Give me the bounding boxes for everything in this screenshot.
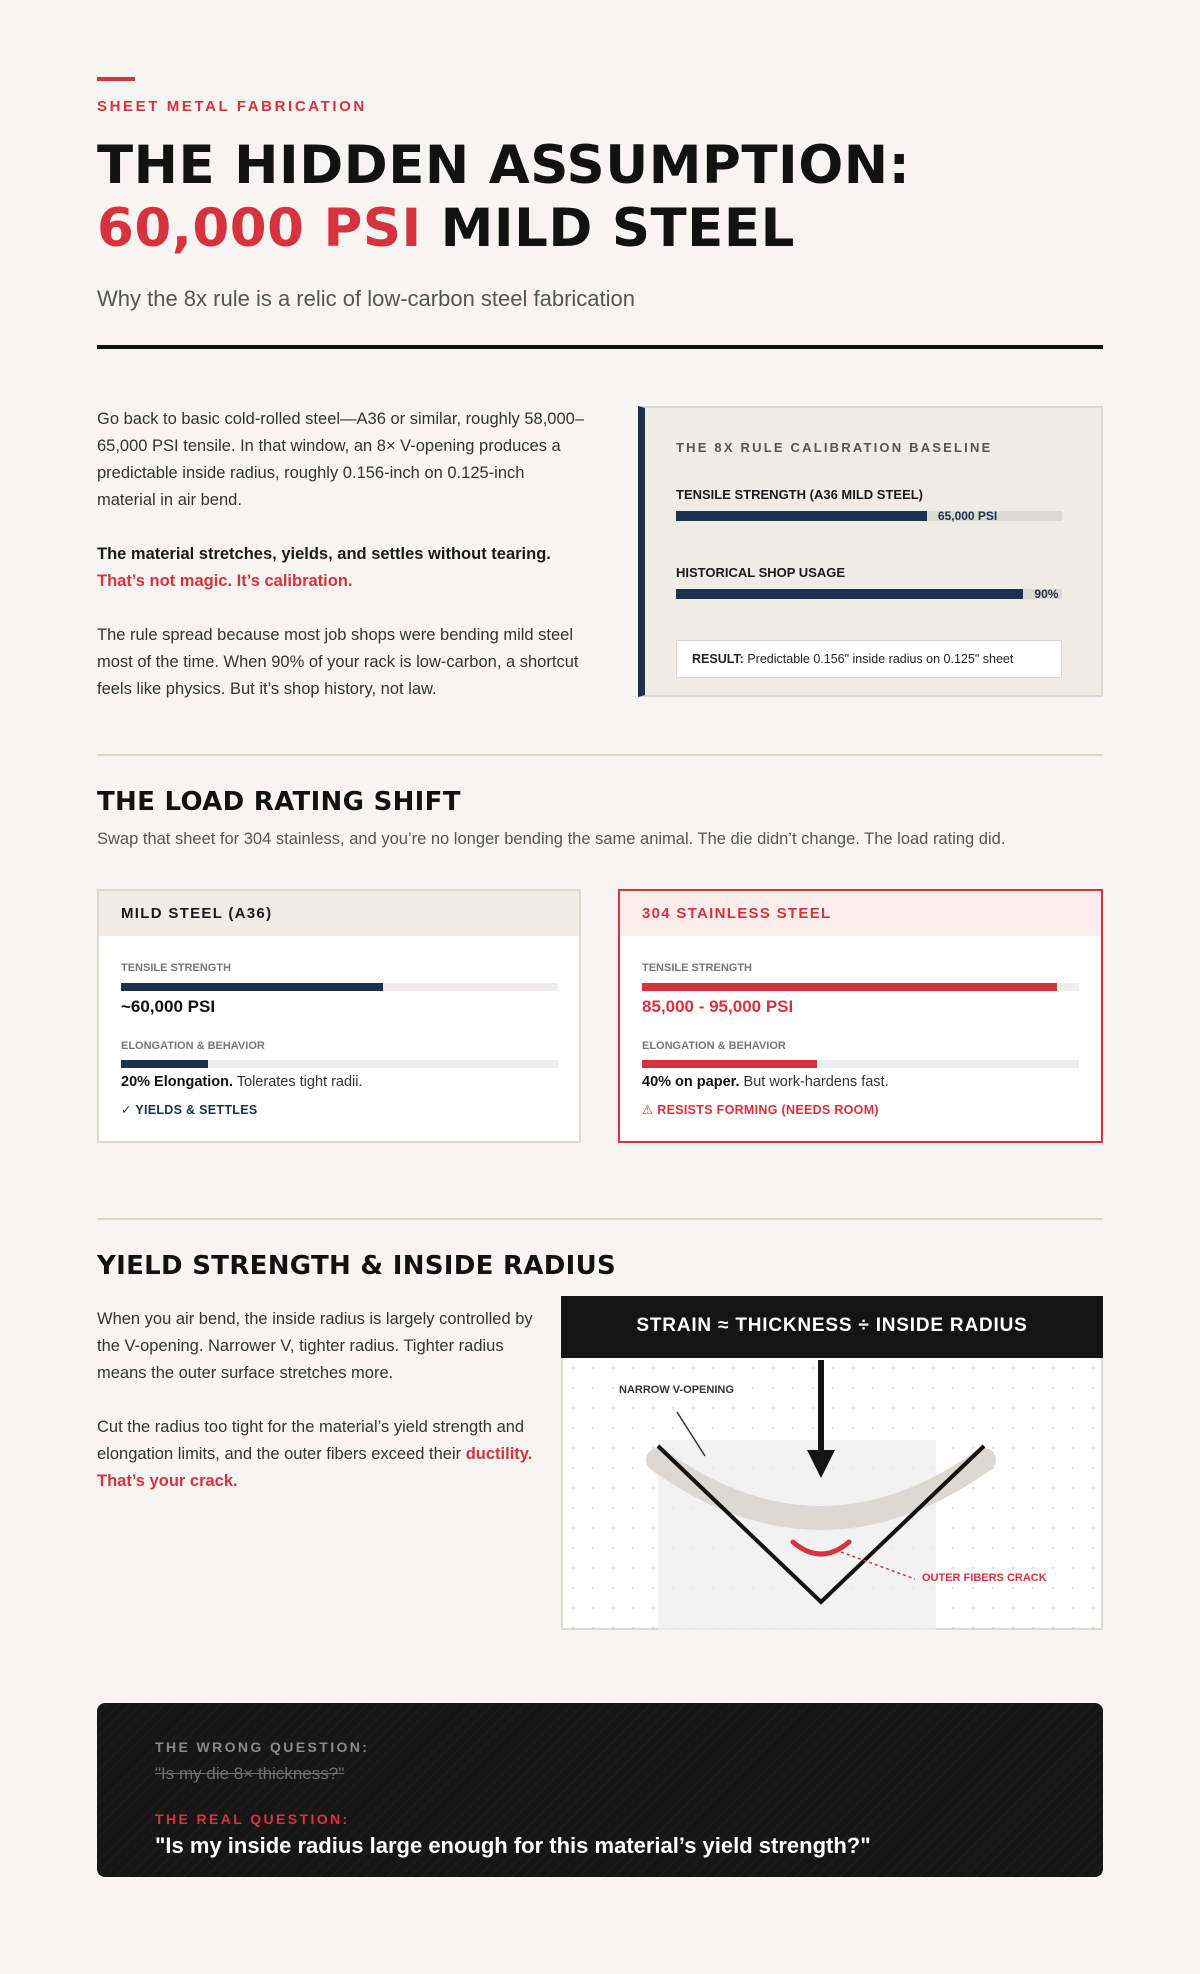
calibration-panel — [638, 406, 1103, 697]
elongation-description — [121, 1074, 363, 1090]
tensile-track — [121, 983, 558, 991]
real-question-text: "Is my inside radius large enough for this material’s yield strength?" — [155, 1833, 871, 1858]
card-title: 304 STAINLESS STEEL — [620, 891, 1101, 936]
real-question-label: THE REAL QUESTION: — [155, 1811, 350, 1827]
wrong-question-text: "Is my die 8× thickness?" — [155, 1764, 345, 1783]
calibration-bar2-fill — [676, 589, 1023, 599]
calibration-result-key: RESULT: — [692, 652, 744, 666]
intro-text — [97, 406, 587, 730]
headline-red: 60,000 PSI — [97, 198, 422, 259]
headline-line1: THE HIDDEN ASSUMPTION: — [97, 135, 911, 196]
wrong-question-label: THE WRONG QUESTION: — [155, 1739, 370, 1755]
intro-bold: The material stretches, yields, and settles without tearing. — [97, 545, 551, 563]
eyebrow: SHEET METAL FABRICATION — [97, 98, 367, 115]
description-bold: 40% on paper. — [642, 1074, 740, 1090]
calibration-title: THE 8X RULE CALIBRATION BASELINE — [676, 440, 993, 455]
calibration-bar1-fill — [676, 511, 927, 521]
narrow-v-opening-label: NARROW V-OPENING — [619, 1384, 734, 1396]
section-divider — [97, 754, 1103, 756]
elongation-label: ELONGATION & BEHAVIOR — [642, 1040, 786, 1052]
yield-paragraph-2 — [97, 1414, 547, 1495]
header-divider — [97, 345, 1103, 349]
calibration-bar2-value: 90% — [1034, 587, 1059, 601]
bend-diagram — [561, 1296, 1103, 1630]
accent-bar — [97, 77, 135, 81]
intro-paragraph-2 — [97, 541, 587, 595]
elongation-fill — [121, 1060, 208, 1068]
calibration-bar1-value: 65,000 PSI — [937, 509, 998, 523]
elongation-track — [121, 1060, 558, 1068]
bend-diagram-svg — [563, 1358, 1101, 1630]
yield-paragraph-2-red: ductility. That’s your crack. — [97, 1445, 533, 1490]
tensile-value: 85,000 - 95,000 PSI — [642, 997, 794, 1016]
behavior-tag: ⚠ RESISTS FORMING (NEEDS ROOM) — [642, 1103, 879, 1117]
behavior-tag: ✓ YIELDS & SETTLES — [121, 1103, 258, 1117]
intro-paragraph-3: The rule spread because most job shops were bending mild steel most of the time. When 90% of your rack is low-carbon, a shortcut feels like physics. But it’s shop history, not law. — [97, 626, 579, 698]
description-rest: Tolerates tight radii. — [233, 1074, 363, 1090]
page-title — [97, 134, 1103, 260]
calibration-bar1-label: TENSILE STRENGTH (A36 MILD STEEL) — [676, 487, 924, 502]
calibration-bar2-label: HISTORICAL SHOP USAGE — [676, 565, 846, 580]
section-divider — [97, 1218, 1103, 1220]
subtitle: Why the 8x rule is a relic of low-carbon steel fabrication — [97, 286, 636, 311]
elongation-description — [642, 1074, 889, 1090]
load-shift-title: THE LOAD RATING SHIFT — [97, 787, 461, 817]
diagram-title: STRAIN ≈ THICKNESS ÷ INSIDE RADIUS — [561, 1296, 1103, 1358]
yield-paragraph-1: When you air bend, the inside radius is largely controlled by the V-opening. Narrower V, tighter radius. Tighter radius means the outer surface stretches more. — [97, 1310, 533, 1382]
calibration-result — [676, 640, 1062, 678]
outer-fibers-crack-label: OUTER FIBERS CRACK — [922, 1572, 1047, 1584]
elongation-track — [642, 1060, 1079, 1068]
card-stainless-steel — [618, 889, 1103, 1143]
yield-title: YIELD STRENGTH & INSIDE RADIUS — [97, 1251, 617, 1281]
elongation-label: ELONGATION & BEHAVIOR — [121, 1040, 265, 1052]
description-rest: But work-hardens fast. — [739, 1074, 889, 1090]
elongation-fill — [642, 1060, 817, 1068]
description-bold: 20% Elongation. — [121, 1074, 233, 1090]
load-shift-lead: Swap that sheet for 304 stainless, and you’re no longer bending the same animal. The die didn’t change. The load rating did. — [97, 830, 1006, 848]
yield-text — [97, 1306, 547, 1522]
card-mild-steel — [97, 889, 581, 1143]
yield-paragraph-2-text: Cut the radius too tight for the material’s yield strength and elongation limits, and the outer fibers exceed their — [97, 1418, 525, 1463]
callout-panel — [97, 1703, 1103, 1877]
calibration-bar1-track — [676, 511, 1062, 521]
card-title: MILD STEEL (A36) — [99, 891, 579, 936]
calibration-bar2-track — [676, 589, 1062, 599]
calibration-result-text: Predictable 0.156" inside radius on 0.125" sheet — [743, 652, 1014, 666]
intro-red: That’s not magic. It’s calibration. — [97, 572, 353, 590]
headline-rest: MILD STEEL — [421, 198, 795, 259]
tensile-fill — [121, 983, 383, 991]
tensile-value: ~60,000 PSI — [121, 997, 216, 1016]
die-zone — [658, 1440, 936, 1630]
tensile-fill — [642, 983, 1057, 991]
tensile-label: TENSILE STRENGTH — [642, 962, 753, 974]
tensile-label: TENSILE STRENGTH — [121, 962, 232, 974]
intro-paragraph-1: Go back to basic cold-rolled steel—A36 or similar, roughly 58,000–65,000 PSI tensile. In that window, an 8× V-opening produces a predictable inside radius, roughly 0.156-inch on 0.125-inch material in air bend. — [97, 410, 584, 509]
tensile-track — [642, 983, 1079, 991]
